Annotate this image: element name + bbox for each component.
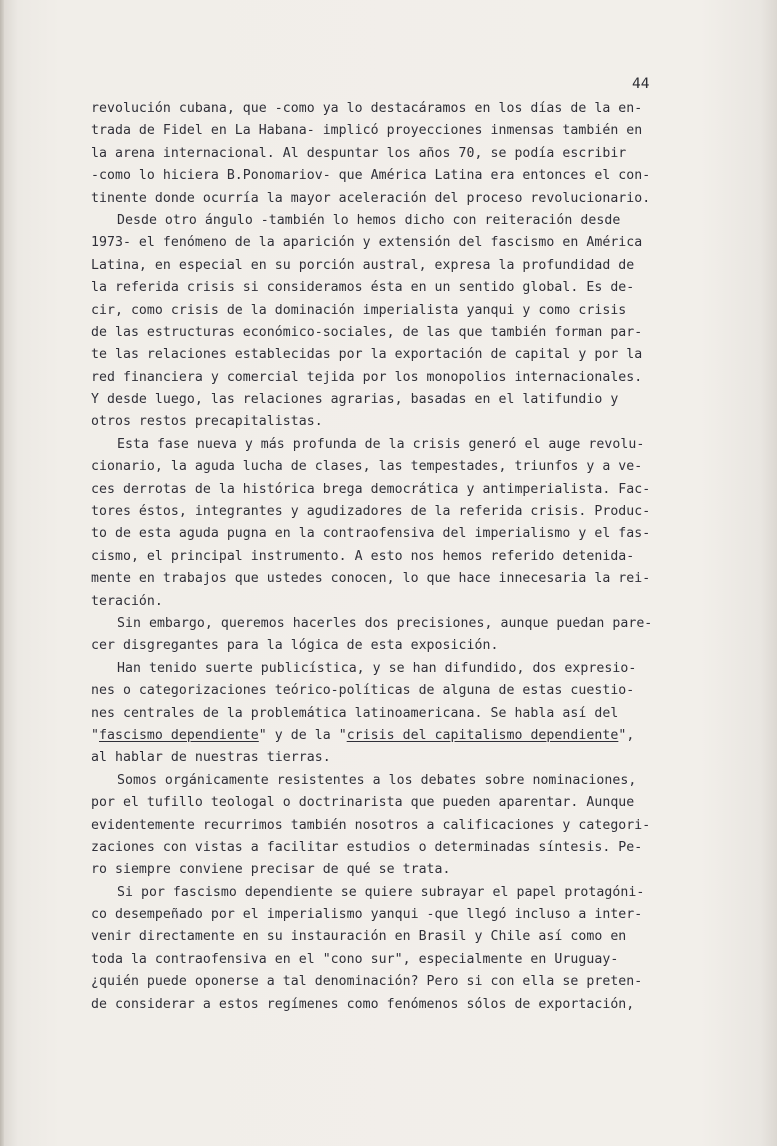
text-line: 1973- el fenómeno de la aparición y extensión del fascismo en América [91, 235, 643, 251]
text-line: de las estructuras económico-sociales, de las que también forman par- [91, 324, 643, 340]
paragraph-first-line: Han tenido suerte publicística, y se han difundido, dos expresio- [117, 660, 637, 676]
text-line: nes centrales de la problemática latinoamericana. Se habla así del [91, 705, 619, 721]
text-line: mente en trabajos que ustedes conocen, lo que hace innecesaria la rei- [91, 571, 651, 587]
paragraph-first-line: Esta fase nueva y más profunda de la crisis generó el auge revolu- [117, 436, 645, 452]
text-line: por el tufillo teologal o doctrinarista que pueden aparentar. Aunque [91, 795, 635, 811]
text-line: nes o categorizaciones teórico-políticas de alguna de estas cuestio- [91, 683, 635, 699]
text-line: al hablar de nuestras tierras. [91, 750, 331, 766]
paragraph-first-line: Somos orgánicamente resistentes a los debates sobre nominaciones, [117, 772, 637, 788]
text-line: toda la contraofensiva en el "cono sur", especialmente en Uruguay- [91, 951, 619, 967]
text-line: la arena internacional. Al despuntar los años 70, se podía escribir [91, 145, 627, 161]
underlined-term: fascismo dependiente [99, 727, 259, 743]
text-line: Y desde luego, las relaciones agrarias, basadas en el latifundio y [91, 392, 619, 408]
text-line: to de esta aguda pugna en la contraofensiva del imperialismo y el fas- [91, 526, 651, 542]
text-line: de considerar a estos regímenes como fenómenos sólos de exportación, [91, 996, 635, 1012]
text-line: ro siempre conviene precisar de qué se trata. [91, 862, 451, 878]
text-line: trada de Fidel en La Habana- implicó proyecciones inmensas también en [91, 123, 643, 139]
text-line: revolución cubana, que -como ya lo destacáramos en los días de la en- [91, 101, 643, 116]
text-line: evidentemente recurrimos también nosotros a calificaciones y categori- [91, 817, 651, 833]
text-line: otros restos precapitalistas. [91, 414, 323, 430]
text-line: ces derrotas de la histórica brega democrática y antimperialista. Fac- [91, 481, 651, 497]
text-line: Latina, en especial en su porción austral, expresa la profundidad de [91, 257, 635, 273]
text-line: -como lo hiciera B.Ponomariov- que América Latina era entonces el con- [91, 168, 651, 184]
underlined-terms-line: "fascismo dependiente" y de la "crisis del capitalismo dependiente", [91, 727, 635, 743]
text-line: cionario, la aguda lucha de clases, las tempestades, triunfos y a ve- [91, 459, 643, 475]
paragraph-first-line: Sin embargo, queremos hacerles dos precisiones, aunque puedan pare- [117, 615, 653, 631]
page-number: 44 [632, 76, 650, 92]
text-line: ¿quién puede oponerse a tal denominación? Pero si con ella se preten- [91, 974, 643, 990]
text-line: red financiera y comercial tejida por los monopolios internacionales. [91, 369, 643, 385]
text-line: co desempeñado por el imperialismo yanqui -que llegó incluso a inter- [91, 907, 643, 923]
body-text [91, 98, 731, 1016]
text-line: cismo, el principal instrumento. A esto nos hemos referido detenida- [91, 548, 635, 564]
text-line: cer disgregantes para la lógica de esta exposición. [91, 638, 499, 654]
text-line: teración. [91, 593, 163, 609]
text-line: venir directamente en su instauración en Brasil y Chile así como en [91, 929, 627, 945]
text-line: tinente donde ocurría la mayor aceleración del proceso revolucionario. [91, 190, 651, 206]
text-line: tores éstos, integrantes y agudizadores de la referida crisis. Produc- [91, 504, 651, 520]
text-line: cir, como crisis de la dominación imperialista yanqui y como crisis [91, 302, 627, 318]
text-line: zaciones con vistas a facilitar estudios o determinadas síntesis. Pe- [91, 839, 643, 855]
paragraph-first-line: Si por fascismo dependiente se quiere subrayar el papel protagóni- [117, 884, 645, 900]
page-spine-shadow [0, 0, 4, 1146]
paragraph-first-line: Desde otro ángulo -también lo hemos dicho con reiteración desde [117, 212, 621, 228]
text-line: la referida crisis si consideramos ésta en un sentido global. Es de- [91, 280, 635, 296]
text-line: te las relaciones establecidas por la exportación de capital y por la [91, 347, 643, 363]
underlined-term: crisis del capitalismo dependiente [346, 727, 619, 743]
